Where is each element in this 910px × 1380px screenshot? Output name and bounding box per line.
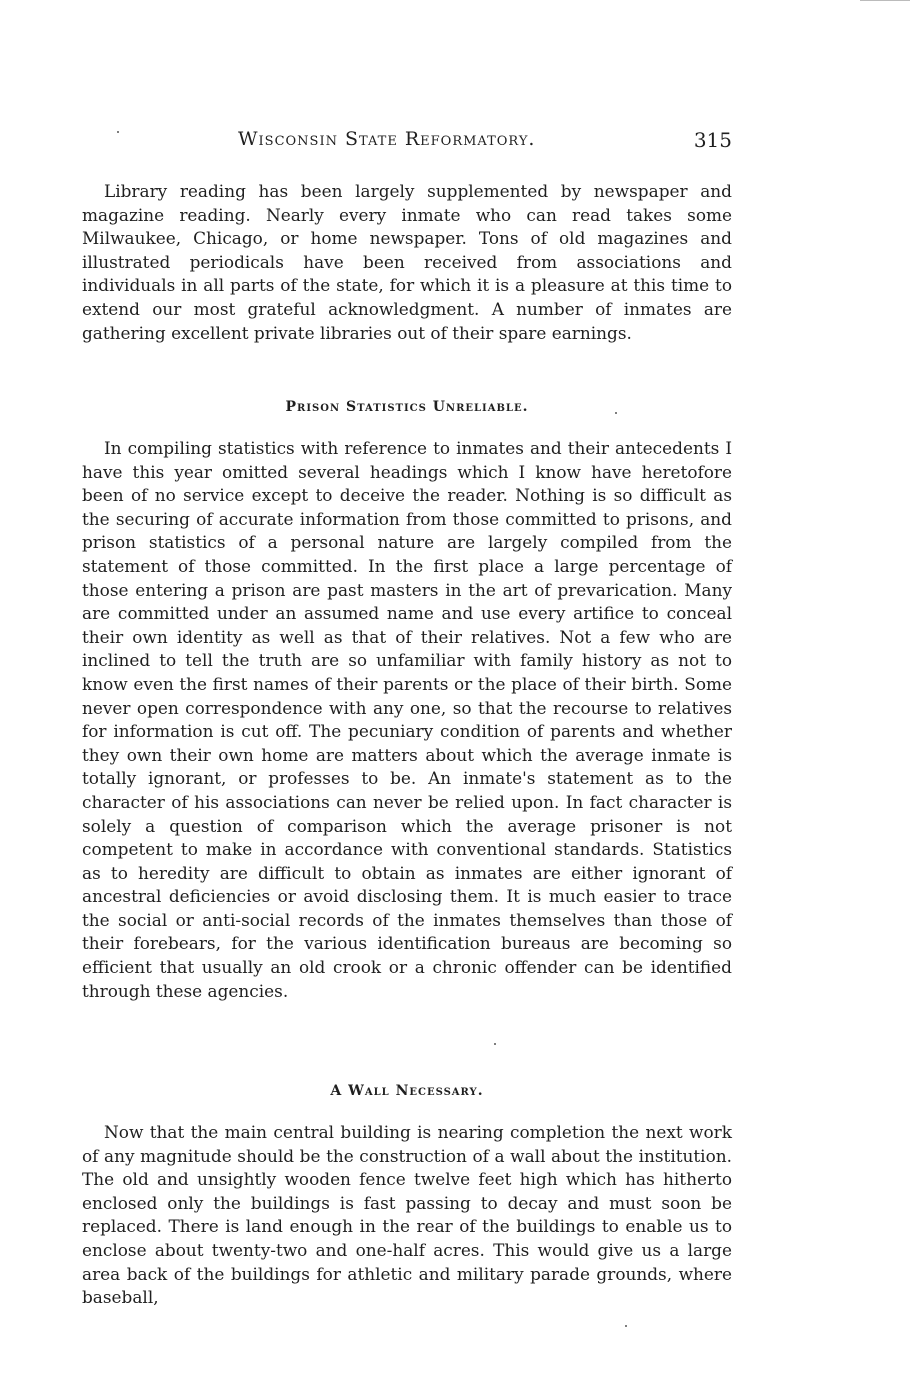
page-header (238, 128, 732, 160)
paragraph-prison-statistics: In compiling statistics with reference to inmates and their antecedents I have this year omitted several headings which I know have heretofore been of no service except to deceive the reader. Nothing is so difficult as the securing of accurate information from those committed to prisons, and prison statistics of a personal nature are largely compiled from the statement of those committed. In the first place a large percentage of those entering a prison are past masters in the art of prevarication. Many are committed under an assumed name and use every artifice to conceal their own identity as well as that of their relatives. Not a few who are inclined to tell the truth are so unfamiliar with family history as not to know even the first names of their parents or the place of their birth. Some never open correspondence with any one, so that the recourse to relatives for information is cut off. The pecuniary condition of parents and whether they own their own home are matters about which the average inmate is totally ignorant, or professes to be. An inmate's statement as to the character of his associations can never be relied upon. In fact character is solely a question of comparison which the average prisoner is not competent to make in accordance with conventional standards. Statistics as to heredity are difficult to obtain as inmates are either ignorant of ancestral deficiencies or avoid disclosing them. It is much easier to trace the social or anti-social records of the inmates themselves than those of their forebears, for the various identification bureaus are becoming so efficient that usually an old crook or a chronic offender can be identified through these agencies. (82, 438, 732, 1001)
section-heading-prison-statistics: Prison Statistics Unreliable. (285, 399, 529, 415)
scan-speck (615, 412, 617, 414)
paragraph-wall-necessary: Now that the main central building is nearing completion the next work of any magnitude should be the construction of a wall about the institution. The old and unsightly wooden fence twelve feet high which has hitherto enclosed only the buildings is fast passing to decay and must soon be replaced. There is land enough in the rear of the buildings to enable us to enclose about twenty-two and one-half acres. This would give us a large area back of the buildings for athletic and military parade grounds, where baseball, (82, 1122, 732, 1308)
scan-speck (117, 131, 119, 133)
paragraph-library-reading: Library reading has been largely supplemented by newspaper and magazine reading. Nearly every inmate who can read takes some Milwaukee, Chicago, or home newspaper. Tons of old magazines and illustrated periodicals have been received from associations and individuals in all parts of the state, for which it is a pleasure at this time to extend our most grateful acknowledgment. A number of inmates are gathering excellent private libraries out of their spare earnings. (82, 181, 732, 343)
scan-speck (494, 1043, 496, 1045)
page-number: 315 (693, 128, 732, 152)
scan-edge-line (860, 0, 910, 1)
running-head: Wisconsin State Reformatory. (238, 128, 536, 150)
section-heading-wall-necessary: A Wall Necessary. (330, 1083, 484, 1099)
scan-speck (625, 1325, 627, 1327)
